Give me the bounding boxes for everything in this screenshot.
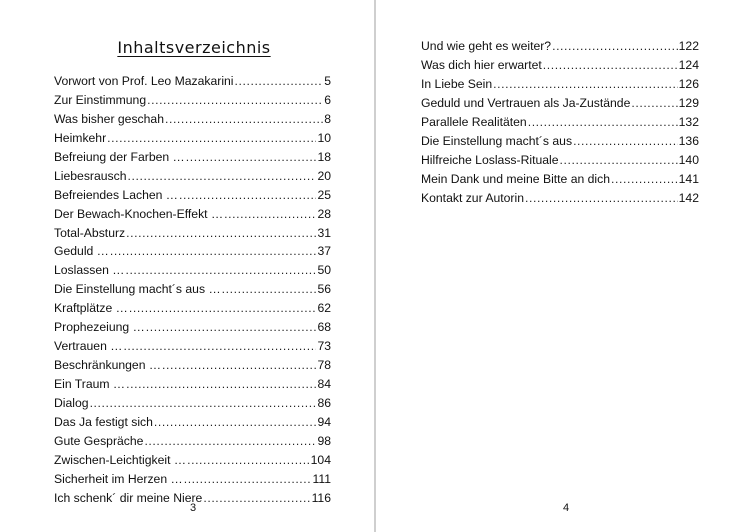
toc-entry[interactable]	[54, 432, 331, 451]
toc-entry[interactable]	[54, 148, 331, 167]
toc-entry-page: 136	[678, 133, 699, 148]
toc-entry-title: Total-Absturz	[54, 225, 126, 240]
toc-entry-title: Kraftplätze …	[54, 301, 128, 316]
toc-dot-leader	[552, 37, 678, 56]
toc-entry-page: 28	[317, 206, 331, 221]
toc-entry-page: 20	[317, 168, 331, 183]
toc-entry[interactable]	[54, 91, 331, 110]
toc-entry-title: Das Ja festigt sich	[54, 414, 153, 429]
toc-entry[interactable]	[54, 337, 331, 356]
toc-entry-page: 126	[678, 76, 699, 91]
toc-dot-leader	[560, 151, 678, 170]
toc-entry-page: 50	[317, 263, 331, 278]
toc-entry[interactable]	[421, 132, 699, 151]
toc-entry[interactable]	[54, 129, 331, 148]
toc-entry-title: Parallele Realitäten	[421, 114, 527, 129]
toc-dot-leader	[128, 167, 317, 186]
toc-entry-title: Zur Einstimmung	[54, 92, 147, 107]
toc-entry-title: Geduld und Vertrauen als Ja-Zustände	[421, 95, 631, 110]
toc-entry[interactable]	[54, 394, 331, 413]
toc-dot-leader	[165, 110, 323, 129]
toc-entry-page: 86	[317, 395, 331, 410]
toc-entry-page: 84	[317, 377, 331, 391]
toc-entry-title: Und wie geht es weiter?	[421, 39, 552, 53]
toc-dot-leader	[493, 75, 678, 94]
toc-dot-leader	[631, 94, 677, 113]
toc-entry[interactable]	[421, 75, 699, 94]
toc-dot-leader	[187, 451, 310, 470]
toc-entry-page: 73	[317, 339, 331, 354]
toc-entry-page: 140	[678, 152, 699, 167]
toc-entry-title: Ich schenk´ dir meine Niere	[54, 490, 203, 505]
toc-entry[interactable]	[54, 451, 331, 470]
toc-entry-page: 8	[324, 111, 331, 126]
toc-entry-title: Befreiung der Farben …	[54, 149, 185, 164]
toc-dot-leader	[110, 242, 317, 261]
toc-dot-leader	[154, 413, 317, 432]
toc-entry-page: 122	[678, 39, 699, 53]
toc-dot-leader	[146, 318, 317, 337]
toc-dot-leader	[162, 356, 316, 375]
right-page	[376, 0, 750, 532]
toc-dot-leader	[107, 129, 316, 148]
toc-entry-title: Geduld …	[54, 244, 109, 259]
toc-entry-page: 68	[317, 320, 331, 335]
toc-dot-leader	[129, 299, 317, 318]
toc-dot-leader	[573, 132, 678, 151]
toc-entry-title: Gute Gespräche	[54, 433, 144, 448]
toc-entry-page: 18	[317, 149, 331, 164]
toc-dot-leader	[147, 91, 323, 110]
toc-entry-page: 104	[310, 452, 331, 467]
toc-entry-page: 56	[317, 282, 331, 297]
toc-entry[interactable]	[54, 186, 331, 205]
toc-list-left	[54, 72, 331, 508]
toc-dot-leader	[186, 148, 317, 167]
toc-entry[interactable]	[54, 224, 331, 243]
page-number-right: 4	[562, 502, 570, 514]
toc-entry-page: 129	[678, 95, 699, 110]
toc-dot-leader	[179, 186, 316, 205]
toc-entry-title: Die Einstellung macht´s aus	[421, 133, 573, 148]
toc-entry[interactable]	[54, 72, 331, 91]
toc-entry-page: 132	[678, 114, 699, 129]
toc-dot-leader	[543, 56, 678, 75]
toc-entry-title: Was dich hier erwartet	[421, 57, 542, 72]
toc-entry-page: 6	[324, 92, 331, 107]
toc-entry-title: Vorwort von Prof. Leo Mazakarini	[54, 74, 234, 88]
toc-entry-title: Prophezeiung …	[54, 320, 145, 335]
toc-entry-title: Liebesrausch	[54, 168, 127, 183]
toc-entry-title: Mein Dank und meine Bitte an dich	[421, 171, 611, 186]
toc-dot-leader	[525, 189, 678, 208]
toc-entry-page: 78	[317, 358, 331, 373]
toc-entry-title: In Liebe Sein	[421, 76, 493, 91]
toc-entry-page: 37	[317, 244, 331, 259]
toc-entry[interactable]	[421, 113, 699, 132]
toc-entry-title: Ein Traum …	[54, 377, 126, 391]
toc-entry[interactable]	[54, 167, 331, 186]
toc-title: Inhaltsverzeichnis	[117, 38, 271, 57]
toc-entry[interactable]	[421, 56, 699, 75]
toc-entry[interactable]	[54, 110, 331, 129]
toc-entry-page: 98	[317, 433, 331, 448]
toc-entry[interactable]	[54, 280, 331, 299]
toc-entry-title: Sicherheit im Herzen …	[54, 471, 183, 486]
toc-entry[interactable]	[54, 356, 331, 375]
toc-entry-page: 62	[317, 301, 331, 316]
toc-dot-leader	[126, 224, 316, 243]
toc-dot-leader	[123, 337, 316, 356]
toc-entry[interactable]	[54, 413, 331, 432]
toc-dot-leader	[126, 375, 316, 394]
toc-dot-leader	[144, 432, 316, 451]
toc-entry-title: Dialog	[54, 395, 89, 410]
toc-entry-title: Heimkehr	[54, 130, 107, 145]
toc-list-right	[421, 37, 699, 207]
toc-entry-page: 10	[317, 130, 331, 145]
toc-dot-leader	[90, 394, 317, 413]
toc-entry-page: 142	[678, 190, 699, 205]
toc-entry-title: Hilfreiche Loslass-Rituale	[421, 152, 559, 167]
toc-dot-leader	[224, 205, 316, 224]
toc-entry-title: Zwischen-Leichtigkeit …	[54, 452, 187, 467]
toc-entry-title: Der Bewach-Knochen-Effekt …	[54, 206, 224, 221]
toc-entry[interactable]	[421, 37, 699, 56]
toc-dot-leader	[184, 470, 312, 489]
toc-entry[interactable]	[421, 170, 699, 189]
toc-entry-page: 94	[317, 414, 331, 429]
toc-dot-leader	[235, 72, 324, 91]
toc-entry-page: 31	[317, 225, 331, 240]
toc-entry-title: Loslassen …	[54, 263, 125, 278]
toc-entry-page: 111	[312, 471, 331, 486]
toc-entry[interactable]	[54, 299, 331, 318]
toc-entry-page: 5	[324, 74, 331, 88]
toc-entry-title: Beschränkungen …	[54, 358, 162, 373]
toc-entry-title: Befreiendes Lachen …	[54, 187, 178, 202]
toc-entry[interactable]	[54, 318, 331, 337]
toc-entry[interactable]	[54, 375, 331, 394]
toc-entry[interactable]	[54, 470, 331, 489]
toc-entry-page: 116	[311, 490, 331, 505]
toc-entry-title: Kontakt zur Autorin	[421, 190, 524, 205]
toc-entry[interactable]	[421, 189, 699, 208]
page-number-left: 3	[189, 502, 197, 514]
toc-entry-page: 25	[317, 187, 331, 202]
toc-entry-page: 124	[678, 57, 699, 72]
left-page	[0, 0, 374, 532]
toc-entry[interactable]	[54, 205, 331, 224]
toc-entry[interactable]	[54, 242, 331, 261]
toc-entry-title: Vertrauen …	[54, 339, 123, 354]
toc-entry[interactable]	[421, 151, 699, 170]
toc-entry[interactable]	[54, 261, 331, 280]
toc-dot-leader	[222, 280, 317, 299]
toc-entry-page: 141	[678, 171, 699, 186]
toc-dot-leader	[203, 489, 310, 508]
toc-entry-title: Die Einstellung macht´s aus …	[54, 282, 221, 297]
toc-entry[interactable]	[421, 94, 699, 113]
toc-entry-title: Was bisher geschah	[54, 111, 164, 126]
toc-dot-leader	[528, 113, 678, 132]
toc-dot-leader	[611, 170, 678, 189]
toc-dot-leader	[125, 261, 316, 280]
